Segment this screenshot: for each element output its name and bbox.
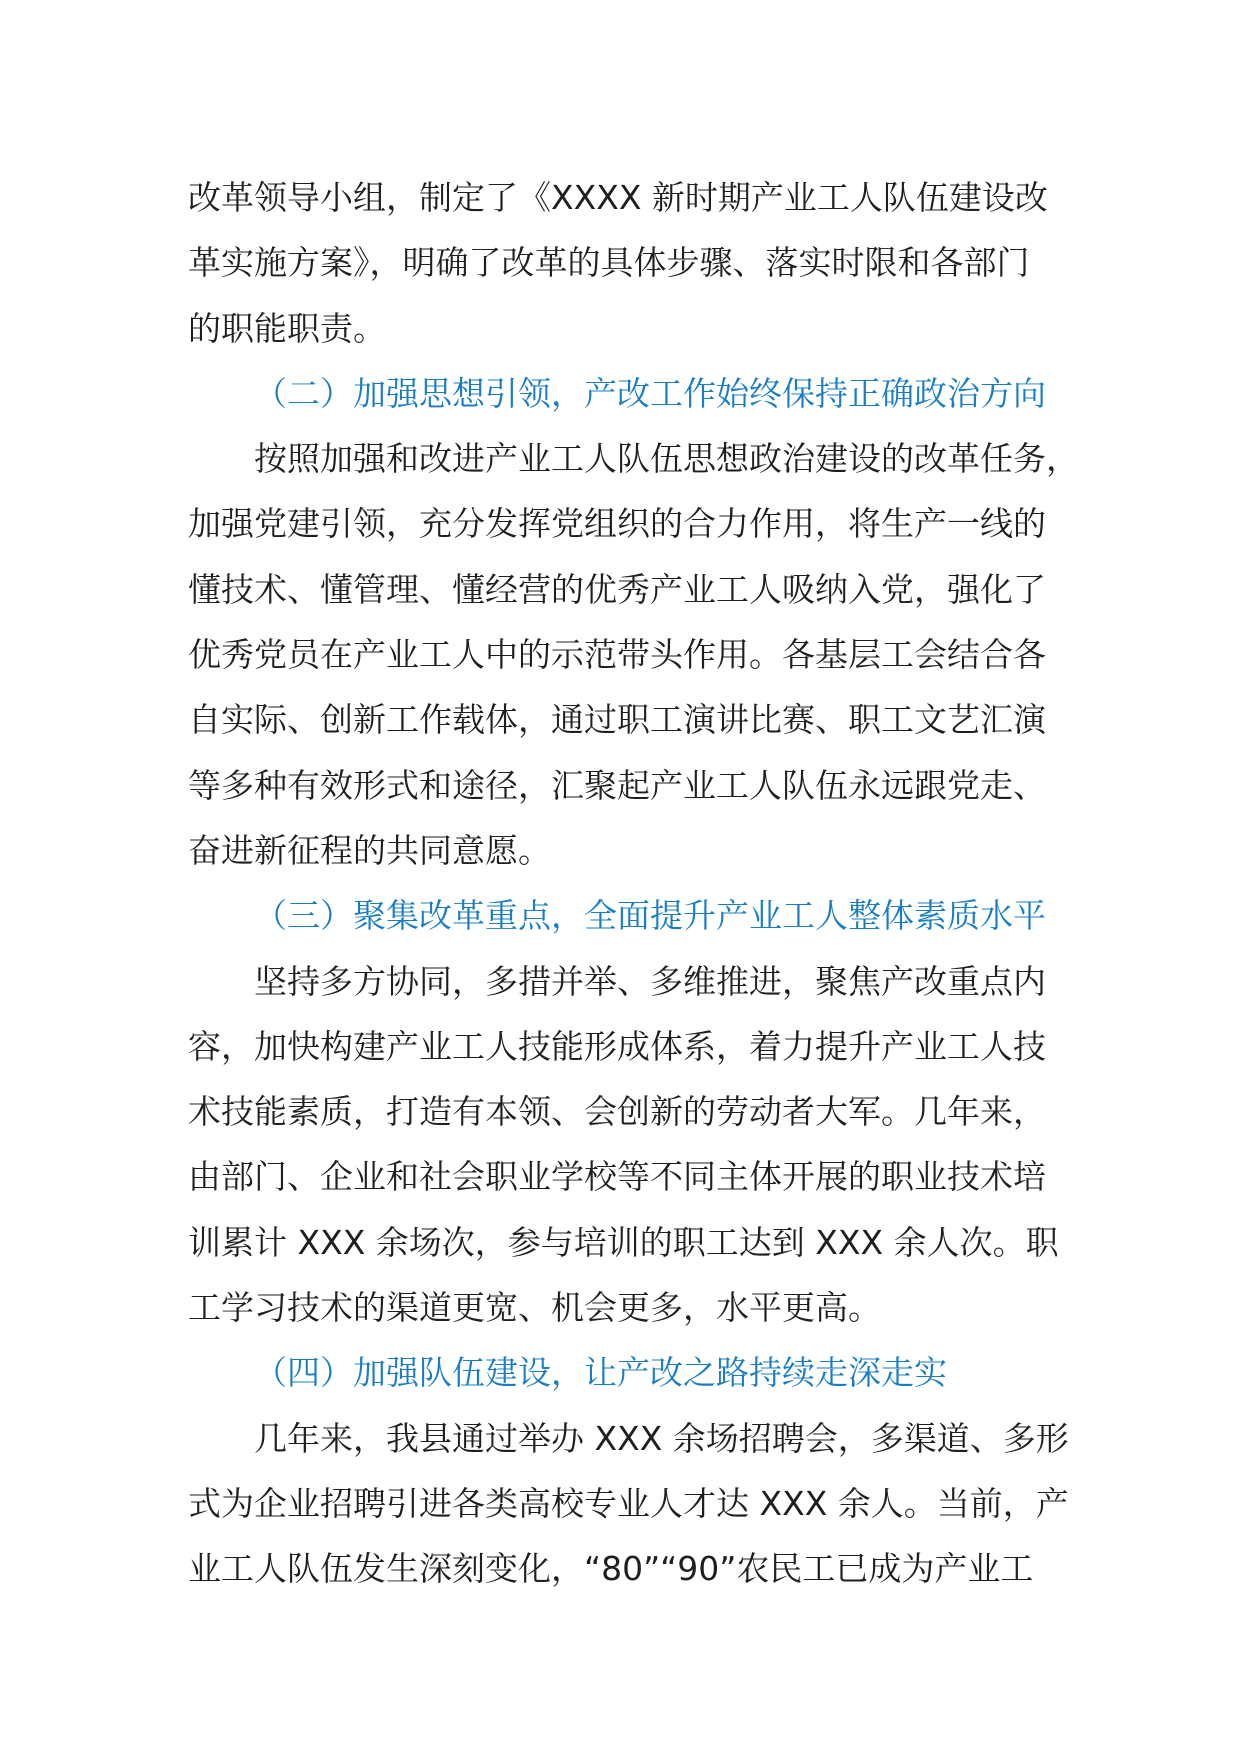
body-text-line: 等多种有效形式和途径，汇聚起产业工人队伍永远跟党走、 (188, 765, 1046, 805)
body-text-line: 由部门、企业和社会职业学校等不同主体开展的职业技术培 (188, 1157, 1046, 1197)
body-text-line: 按照加强和改进产业工人队伍思想政治建设的改革任务， (254, 439, 1079, 479)
body-text-line: 术技能素质，打造有本领、会创新的劳动者大军。几年来， (188, 1092, 1046, 1132)
body-text-line: 加强党建引领，充分发挥党组织的合力作用，将生产一线的 (188, 504, 1046, 544)
body-text-line: 坚持多方协同，多措并举、多维推进，聚焦产改重点内 (254, 961, 1046, 1001)
body-text-line: 工学习技术的渠道更宽、机会更多，水平更高。 (188, 1288, 881, 1328)
body-text-line: 的职能职责。 (188, 308, 386, 348)
section-heading-4: （四）加强队伍建设，让产改之路持续走深走实 (254, 1353, 947, 1393)
section-heading-3: （三）聚集改革重点，全面提升产业工人整体素质水平 (254, 896, 1046, 936)
body-text-line: 训累计 XXX 余场次，参与培训的职工达到 XXX 余人次。职 (188, 1222, 1059, 1262)
body-text-line: 优秀党员在产业工人中的示范带头作用。各基层工会结合各 (188, 635, 1046, 675)
body-text-line: 式为企业招聘引进各类高校专业人才达 XXX 余人。当前，产 (188, 1483, 1069, 1523)
body-text-line: 奋进新征程的共同意愿。 (188, 830, 551, 870)
body-text-line: 革实施方案》，明确了改革的具体步骤、落实时限和各部门 (188, 243, 1030, 283)
body-text-line: 改革领导小组，制定了《XXXX 新时期产业工人队伍建设改 (188, 178, 1048, 217)
body-text-line: 业工人队伍发生深刻变化，“80”“90”农民工已成为产业工 (188, 1549, 1034, 1589)
document-page (188, 165, 1079, 1602)
body-text-line: 懂技术、懂管理、懂经营的优秀产业工人吸纳入党，强化了 (188, 569, 1046, 609)
body-text-line: 容，加快构建产业工人技能形成体系，着力提升产业工人技 (188, 1026, 1046, 1066)
body-text-line: 自实际、创新工作载体，通过职工演讲比赛、职工文艺汇演 (188, 700, 1046, 740)
section-heading-2: （二）加强思想引领，产改工作始终保持正确政治方向 (254, 373, 1046, 413)
body-text-line: 几年来，我县通过举办 XXX 余场招聘会，多渠道、多形 (254, 1418, 1069, 1458)
